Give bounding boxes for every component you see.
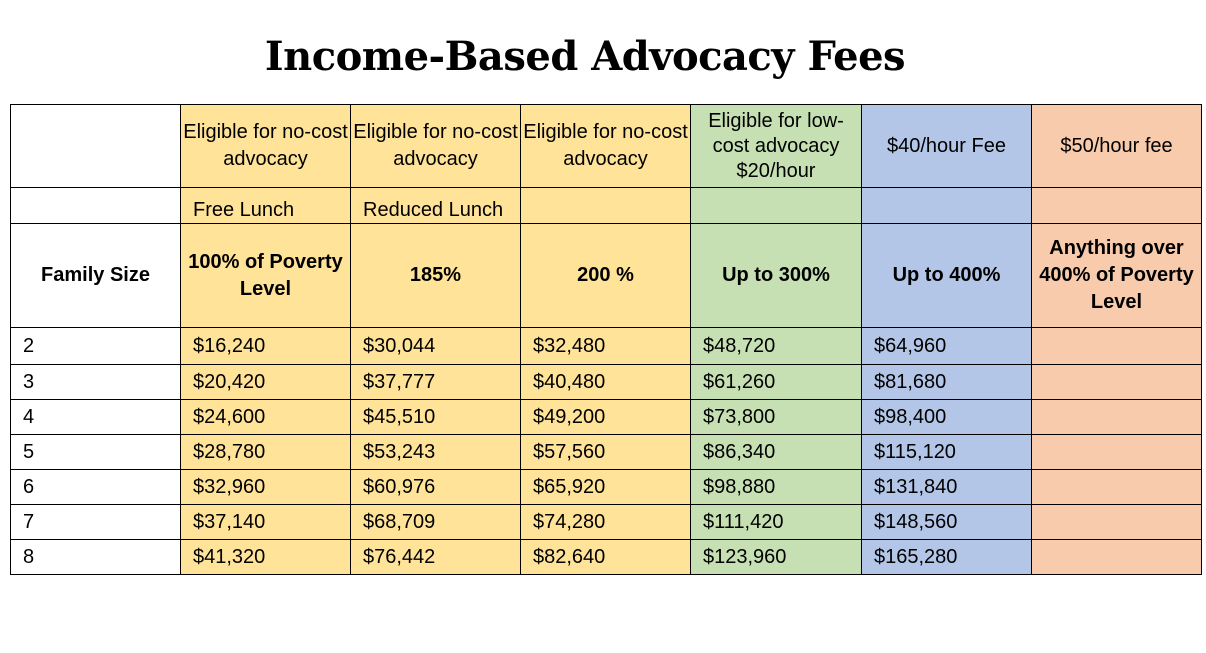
- income-value-cell: $53,243: [351, 435, 521, 470]
- family-size-cell: 8: [11, 540, 181, 575]
- income-value-cell: [1032, 540, 1202, 575]
- income-value-cell: $49,200: [521, 400, 691, 435]
- income-rows: [11, 328, 1202, 575]
- income-value-cell: [1032, 365, 1202, 400]
- income-value-cell: [1032, 470, 1202, 505]
- program-label-text: Reduced Lunch: [363, 199, 504, 221]
- family-size-cell: 3: [11, 365, 181, 400]
- income-value-cell: [1032, 328, 1202, 365]
- table-row: [11, 328, 1202, 365]
- income-value-cell: [1032, 400, 1202, 435]
- program-row: [11, 188, 1202, 224]
- program-label-free-lunch: [181, 188, 351, 224]
- category-header: Eligible for low-cost advocacy $20/hour: [691, 105, 862, 188]
- poverty-level-header: Up to 400%: [862, 224, 1032, 328]
- income-value-cell: $20,420: [181, 365, 351, 400]
- income-value-cell: $28,780: [181, 435, 351, 470]
- poverty-level-row: [11, 224, 1202, 328]
- program-empty-cell: [1032, 188, 1202, 224]
- income-value-cell: [1032, 505, 1202, 540]
- category-header: $40/hour Fee: [862, 105, 1032, 188]
- income-value-cell: $65,920: [521, 470, 691, 505]
- income-value-cell: $165,280: [862, 540, 1032, 575]
- income-value-cell: $32,480: [521, 328, 691, 365]
- category-header: Eligible for no-cost advocacy: [351, 105, 521, 188]
- program-blank-cell: [11, 188, 181, 224]
- header-blank-cell: [11, 105, 181, 188]
- income-value-cell: $98,400: [862, 400, 1032, 435]
- program-empty-cell: [691, 188, 862, 224]
- category-header: Eligible for no-cost advocacy: [181, 105, 351, 188]
- program-label-text: Free Lunch: [193, 199, 295, 221]
- family-size-cell: 2: [11, 328, 181, 365]
- income-value-cell: $60,976: [351, 470, 521, 505]
- family-size-cell: 6: [11, 470, 181, 505]
- poverty-level-header: Anything over 400% of Poverty Level: [1032, 224, 1202, 328]
- income-value-cell: $32,960: [181, 470, 351, 505]
- family-size-cell: 5: [11, 435, 181, 470]
- income-value-cell: $61,260: [691, 365, 862, 400]
- income-value-cell: $76,442: [351, 540, 521, 575]
- income-value-cell: $37,777: [351, 365, 521, 400]
- poverty-level-header: Up to 300%: [691, 224, 862, 328]
- income-value-cell: $45,510: [351, 400, 521, 435]
- income-value-cell: $74,280: [521, 505, 691, 540]
- income-value-cell: $81,680: [862, 365, 1032, 400]
- income-value-cell: $40,480: [521, 365, 691, 400]
- income-value-cell: $131,840: [862, 470, 1032, 505]
- table-row: [11, 400, 1202, 435]
- income-value-cell: $123,960: [691, 540, 862, 575]
- income-value-cell: $86,340: [691, 435, 862, 470]
- category-header: Eligible for no-cost advocacy: [521, 105, 691, 188]
- income-value-cell: $37,140: [181, 505, 351, 540]
- income-value-cell: $57,560: [521, 435, 691, 470]
- income-value-cell: $73,800: [691, 400, 862, 435]
- program-empty-cell: [862, 188, 1032, 224]
- family-size-cell: 7: [11, 505, 181, 540]
- family-size-header: Family Size: [11, 224, 181, 328]
- income-value-cell: $30,044: [351, 328, 521, 365]
- poverty-level-header: 200 %: [521, 224, 691, 328]
- income-value-cell: $148,560: [862, 505, 1032, 540]
- category-header: $50/hour fee: [1032, 105, 1202, 188]
- income-value-cell: $24,600: [181, 400, 351, 435]
- table-row: [11, 505, 1202, 540]
- income-value-cell: $41,320: [181, 540, 351, 575]
- income-value-cell: $111,420: [691, 505, 862, 540]
- income-value-cell: $98,880: [691, 470, 862, 505]
- income-value-cell: $115,120: [862, 435, 1032, 470]
- poverty-level-header: 185%: [351, 224, 521, 328]
- table-row: [11, 470, 1202, 505]
- program-label-reduced-lunch: [351, 188, 521, 224]
- income-value-cell: [1032, 435, 1202, 470]
- family-size-cell: 4: [11, 400, 181, 435]
- page-title: Income-Based Advocacy Fees: [264, 33, 906, 80]
- income-value-cell: $64,960: [862, 328, 1032, 365]
- table-row: [11, 365, 1202, 400]
- income-value-cell: $68,709: [351, 505, 521, 540]
- program-empty-cell: [521, 188, 691, 224]
- fee-table: [10, 104, 1202, 575]
- income-value-cell: $82,640: [521, 540, 691, 575]
- table-row: [11, 435, 1202, 470]
- category-header-row: [11, 105, 1202, 188]
- table-row: [11, 540, 1202, 575]
- income-value-cell: $16,240: [181, 328, 351, 365]
- poverty-level-header: 100% of Poverty Level: [181, 224, 351, 328]
- income-value-cell: $48,720: [691, 328, 862, 365]
